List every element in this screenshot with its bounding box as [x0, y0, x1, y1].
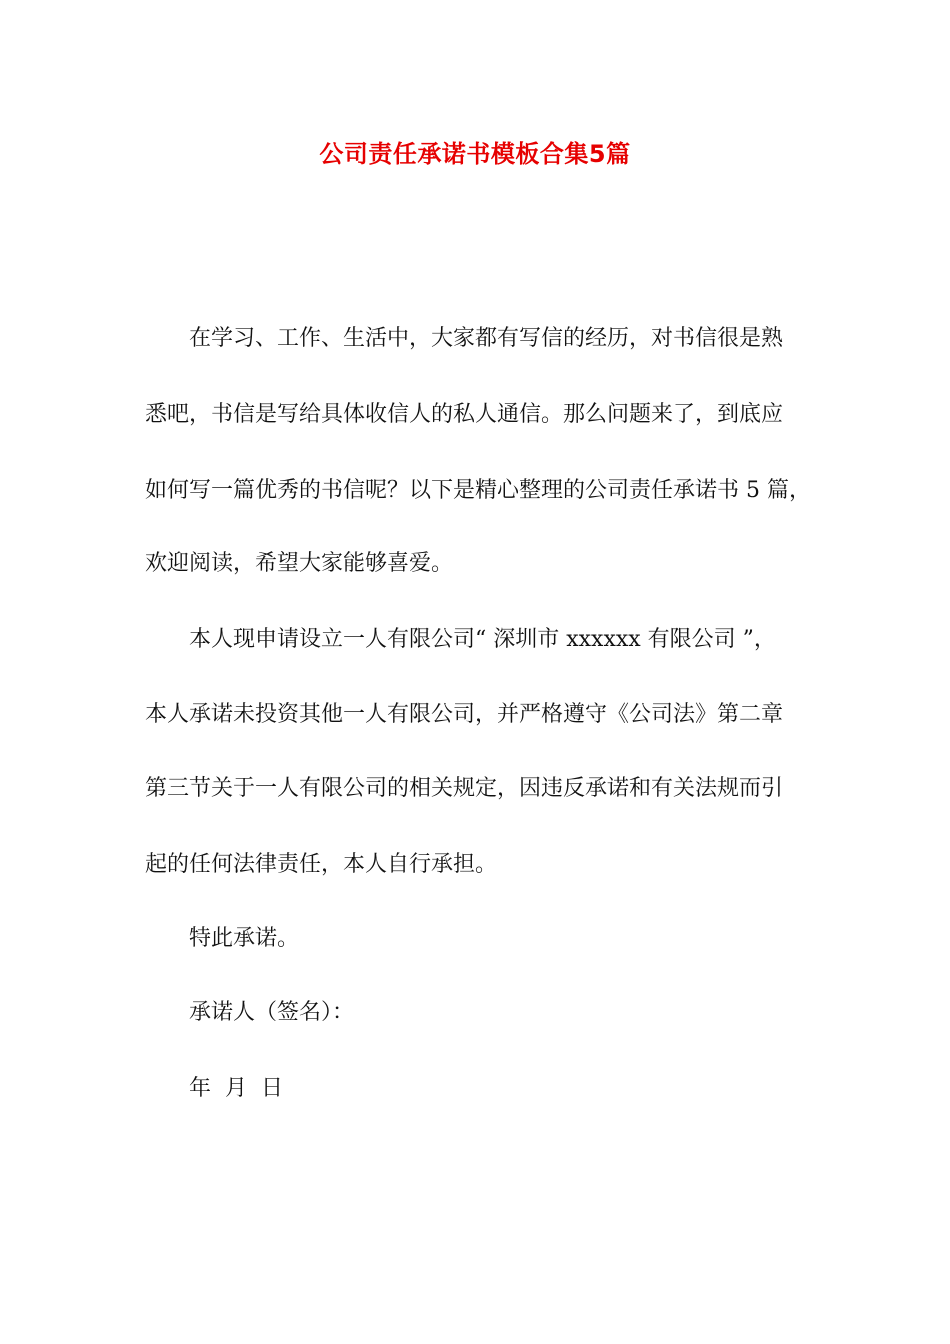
paragraph1-line2: 悉吧，书信是写给具体收信人的私人通信。那么问题来了，到底应 [145, 402, 784, 427]
paragraph2-line2: 本人承诺未投资其他一人有限公司，并严格遵守《公司法》第二章 [145, 702, 784, 727]
paragraph2-line1: 本人现申请设立一人有限公司“ 深圳市 xxxxxx 有限公司 ”， [189, 627, 776, 652]
paragraph2-line3: 第三节关于一人有限公司的相关规定，因违反承诺和有关法规而引 [145, 776, 784, 801]
closing-text: 特此承诺。 [189, 926, 300, 951]
paragraph2-line4: 起的任何法律责任，本人自行承担。 [145, 852, 498, 877]
paragraph1-line1: 在学习、工作、生活中，大家都有写信的经历，对书信很是熟 [189, 326, 784, 351]
paragraph1-line3: 如何写一篇优秀的书信呢？以下是精心整理的公司责任承诺书 5 篇， [145, 478, 811, 503]
signature-label: 承诺人（签名）： [189, 1000, 355, 1025]
paragraph1-line4: 欢迎阅读，希望大家能够喜爱。 [145, 551, 454, 576]
document-title: 公司责任承诺书模板合集5篇 [319, 140, 631, 168]
date-label: 年 月 日 [189, 1076, 283, 1101]
